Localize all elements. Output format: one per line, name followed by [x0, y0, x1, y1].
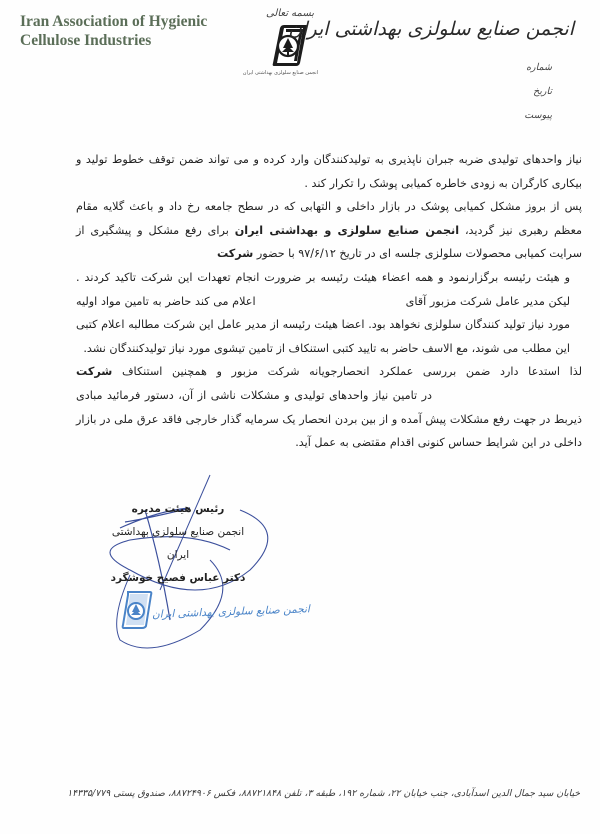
signatory-name: دکتر عباس فصیح خوشگرد — [110, 572, 246, 584]
paragraph-text: و هیئت رئیسه برگزارنمود و همه اعضاء هیئت رئیسه بر ضرورت انجام تعهدات این شرکت تاکید کردند . لیکن مدیر عامل شرکت مزبور آقای — [76, 270, 571, 308]
paragraph-text: برای رفع مشکل و پیشگیری از سرایت کمیابی محصولات سلولزی جلسه ای در تاریخ ۹۷/۶/۱۲ با حضور — [76, 223, 582, 261]
paragraph-text: نیاز واحدهای تولیدی ضربه جبران ناپذیری به تولیدکنندگان وارد کرده و می تواند ضمن توقف خطوط تولید و بیکاری کارگران به زودی خاطره کمیابی پوشک را تکرار کند . — [76, 153, 582, 190]
paragraph-text: لذا استدعا دارد ضمن بررسی عملکرد انحصارجویانه شرکت مزبور و همچنین استنکاف — [112, 365, 582, 379]
meta-field-attachment: پیوست — [524, 110, 552, 121]
paragraph-bold-company: شرکت — [76, 365, 113, 379]
paragraph-text: در تامین نیاز واحدهای تولیدی و مشکلات ناشی از آن، دستور فرمائید مبادی ذیربط در جهت رفع مشکلات پیش آمده و از بین بردن انحصار یک سرمایه گذار خارجی فاقد عرق ملی در بازار داخلی در این شرایط حساس کنونی اقدام مقتضی به عمل آید. — [76, 388, 582, 450]
signature-block — [108, 498, 248, 590]
stamp-text: انجمن صنایع سلولزی بهداشتی ایران — [151, 603, 311, 621]
official-stamp-icon — [120, 590, 154, 630]
paragraph-bold-org: انجمن صنایع سلولزی و بهداشتی ایران — [234, 223, 460, 237]
meta-field-date: تاریخ — [533, 86, 552, 97]
paragraph-text: اعلام می کند حاضر به تامین مواد اولیه مورد نیاز تولید کنندگان سلولزی نخواهد بود. اعضا هیئت رئیسه از مدیر عامل این شرکت مطالبه اعلام کتبی این مطلب می شوند، مع الاسف حاضر به تایید کتبی استنکاف از تامین تیشوی مورد نیاز تولیدکنندگان نشد. — [76, 294, 570, 355]
letterhead-org-name-en — [20, 12, 207, 50]
org-name-en-line2: Cellulose Industries — [20, 32, 152, 49]
body-paragraph-4 — [76, 360, 582, 454]
logo-invocation-text: بسمه تعالی — [265, 8, 315, 19]
signatory-title: رئیس هیئت مدیره — [131, 503, 225, 515]
body-paragraph-3 — [76, 266, 582, 360]
letterhead-org-name-fa: انجمن صنایع سلولزی بهداشتی ایران — [288, 18, 574, 40]
body-paragraph-2 — [76, 195, 582, 266]
org-name-en-line1: Iran Association of Hygienic — [20, 13, 208, 30]
paragraph-text: پس از بروز مشکل کمیابی پوشک در بازار داخلی و التهابی که در سطح جامعه رخ داد و باعث گلایه مقام معظم رهبری نیز گردید، — [76, 200, 582, 237]
paragraph-bold-company: شرکت — [216, 247, 254, 261]
logo-caption: انجمن صنایع سلولزی بهداشتی ایران — [242, 70, 318, 76]
letter-meta-fields — [524, 62, 552, 134]
footer-address: خیابان سید جمال الدین اسدآبادی، جنب خیابان ۲۲، شماره ۱۹۲، طبقه ۳، تلفن ۸۸۷۲۱۸۴۸، فکس ۸۸۷۲۴۹۰۶، صندوق پستی ۱۴۳۳۵/۷۷۹ — [67, 788, 580, 799]
letter-body — [76, 148, 582, 455]
signatory-organization: انجمن صنایع سلولزی بهداشتی ایران — [111, 526, 245, 561]
body-paragraph-1 — [76, 148, 582, 195]
meta-field-number: شماره — [526, 62, 552, 73]
